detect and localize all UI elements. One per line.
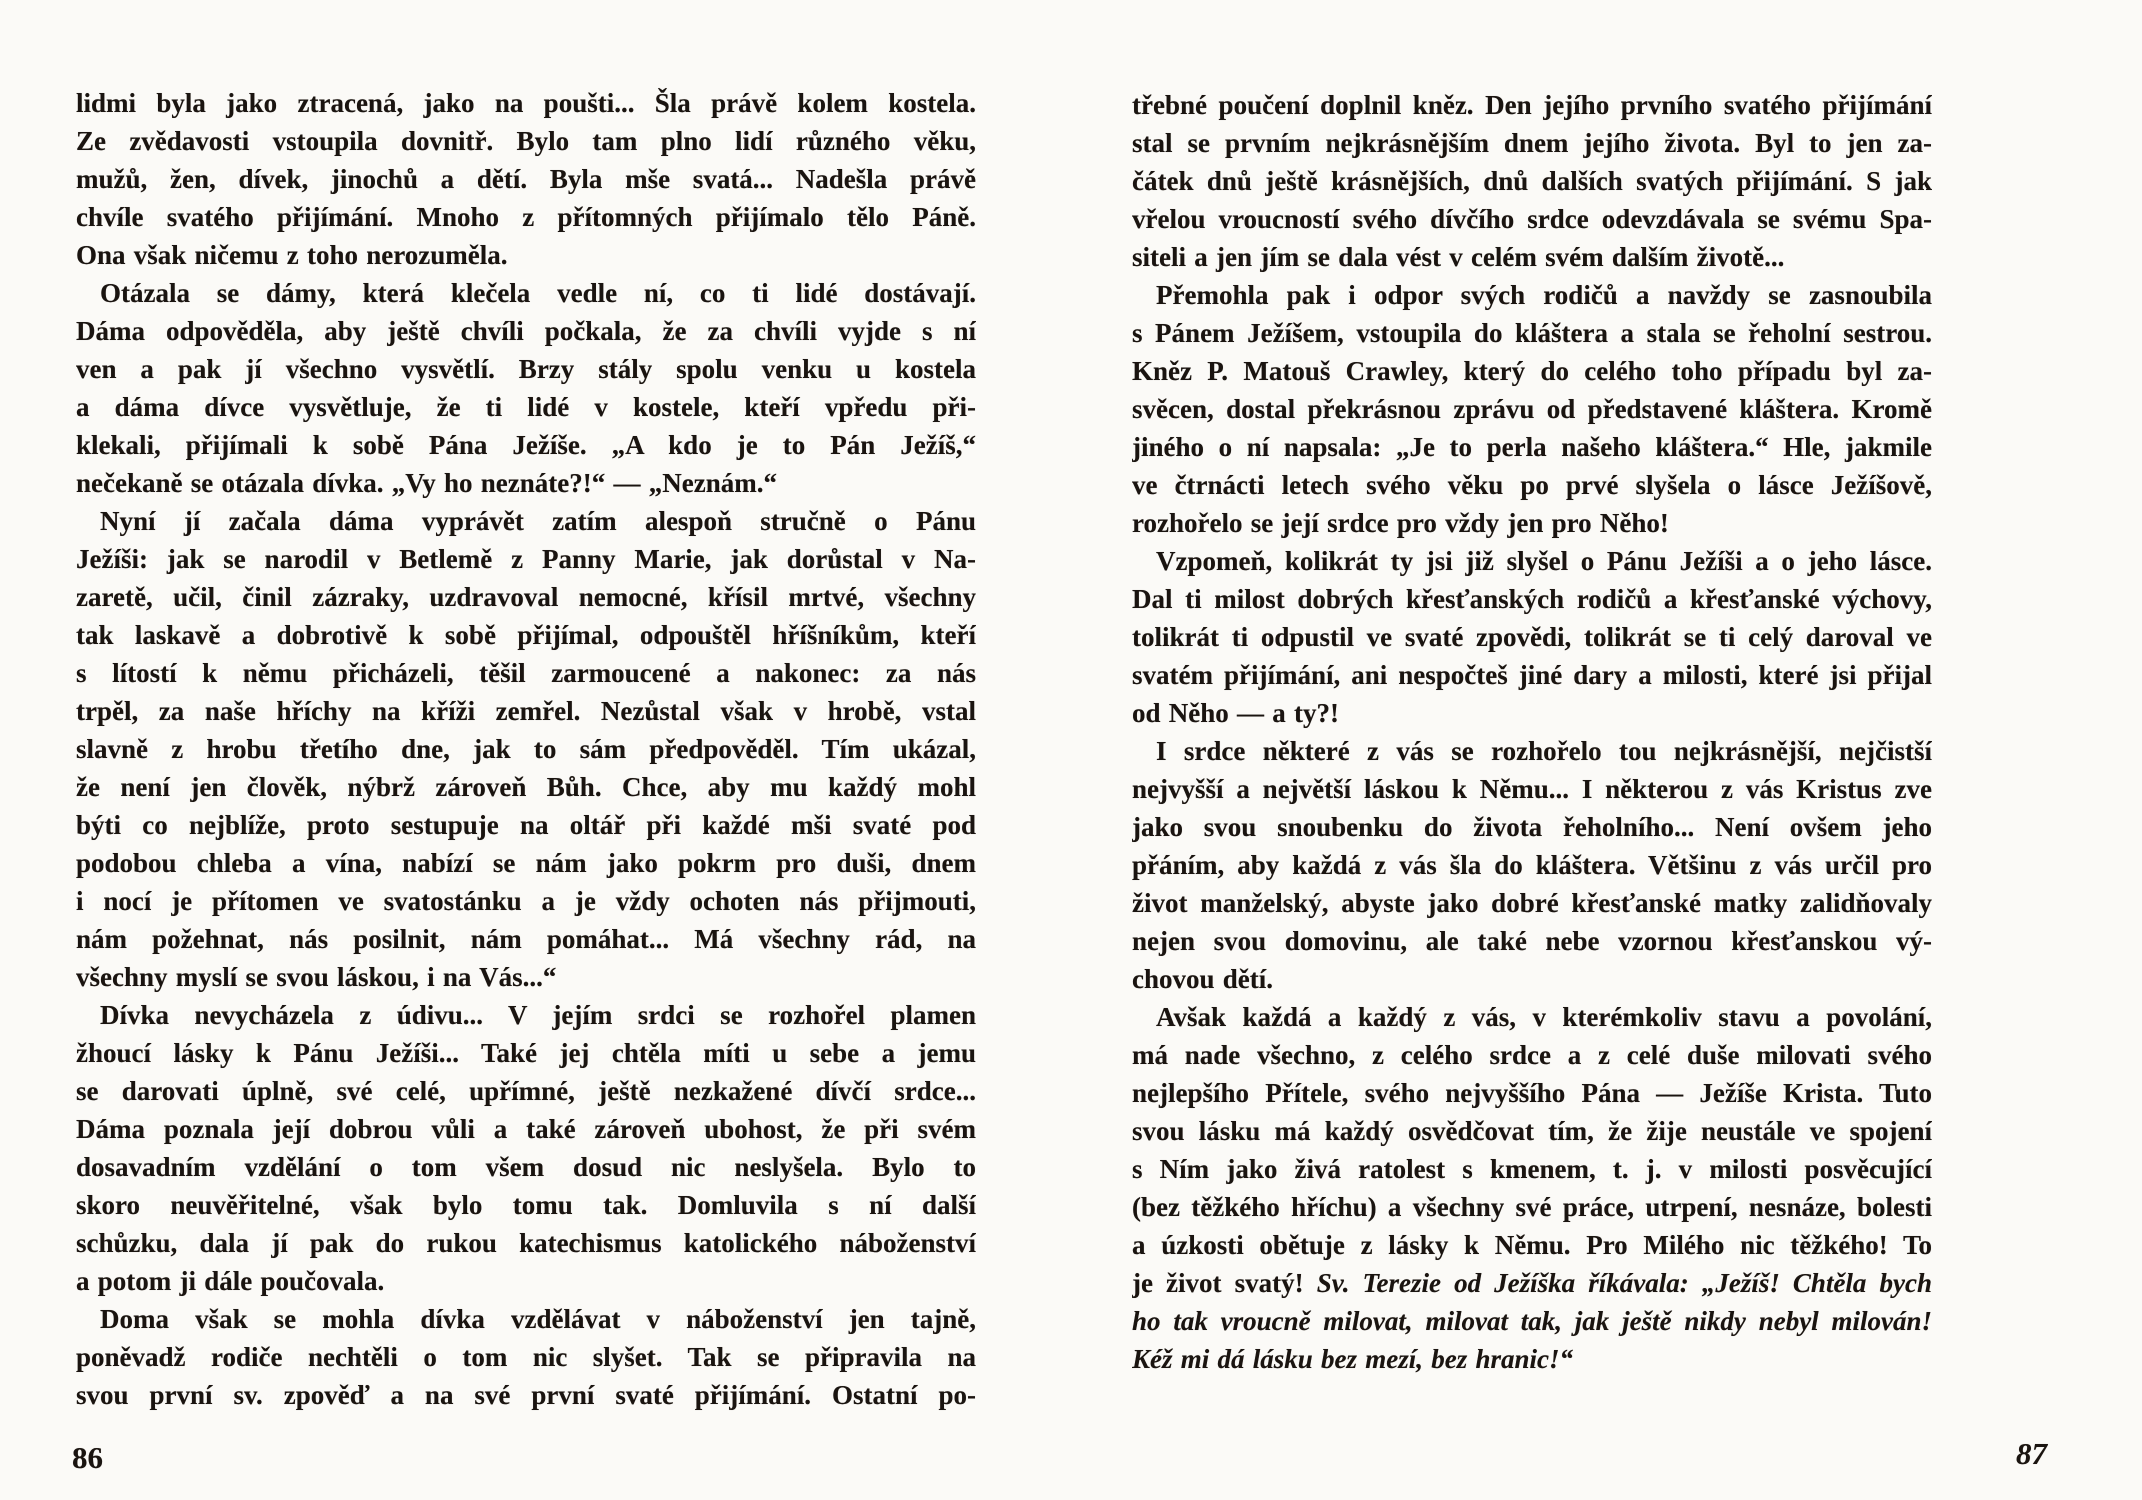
text-segment: stal se prvním nejkrásnějším dnem jejího života. Byl to jen za- (1132, 128, 1932, 158)
text-line (76, 844, 976, 882)
text-segment: svou první sv. zpověď a na své první svaté přijímání. Ostatní po- (76, 1380, 976, 1410)
text-line (76, 312, 976, 350)
text-line (1132, 1150, 1932, 1188)
text-segment: má nade všechno, z celého srdce a z celé duše milovati svého (1132, 1040, 1932, 1070)
text-line (76, 730, 976, 768)
text-line (76, 1186, 976, 1224)
text-line (1132, 808, 1932, 846)
text-segment: vřelou vroucností svého dívčího srdce odevzdávala se svému Spa- (1132, 204, 1932, 234)
text-segment: s Pánem Ježíšem, vstoupila do kláštera a stala se řeholní sestrou. (1132, 318, 1932, 348)
text-segment: přáním, aby každá z vás šla do kláštera. Většinu z vás určil pro (1132, 850, 1932, 880)
text-line (1132, 1264, 1932, 1302)
text-line (1132, 1074, 1932, 1112)
text-line (76, 464, 976, 502)
text-segment: tolikrát ti odpustil ve svaté zpovědi, tolikrát se ti celý daroval ve (1132, 622, 1932, 652)
text-segment: Dívka nevycházela z údivu... V jejím srdci se rozhořel plamen (100, 1000, 976, 1030)
text-segment: I srdce některé z vás se rozhořelo tou nejkrásnější, nejčistší (1156, 736, 1932, 766)
text-segment: ve čtrnácti letech svého věku po prvé slyšela o lásce Ježíšově, (1132, 470, 1932, 500)
text-line (1132, 960, 1932, 998)
text-line (76, 654, 976, 692)
text-segment: rozhořelo se její srdce pro vždy jen pro Něho! (1132, 508, 1669, 538)
text-segment: ven a pak jí všechno vysvětlí. Brzy stály spolu venku u kostela (76, 354, 976, 384)
italic-text-segment: Sv. Terezie od Ježíška říkávala: „Ježíš! Chtěla bych (1316, 1268, 1932, 1298)
text-segment: chovou dětí. (1132, 964, 1274, 994)
text-segment: zaretě, učil, činil zázraky, uzdravoval nemocné, křísil mrtvé, všechny (76, 582, 976, 612)
text-line (1132, 580, 1932, 618)
text-line (1132, 656, 1932, 694)
text-segment: mužů, žen, dívek, jinochů a dětí. Byla mše svatá... Nadešla právě (76, 164, 976, 194)
text-line (1132, 1112, 1932, 1150)
text-column-right (1132, 86, 1932, 1378)
text-line (76, 350, 976, 388)
text-segment: býti co nejblíže, proto sestupuje na oltář při každé mši svaté pod (76, 810, 976, 840)
text-line (1132, 466, 1932, 504)
text-segment: klekali, přijímali k sobě Pána Ježíše. „A kdo je to Pán Ježíš,“ (76, 430, 976, 460)
text-line (76, 616, 976, 654)
text-segment: Doma však se mohla dívka vzdělávat v náboženství jen tajně, (100, 1304, 976, 1334)
text-line (1132, 1340, 1932, 1378)
text-segment: se darovati úplně, své celé, upřímné, ještě nezkažené dívčí srdce... (76, 1076, 976, 1106)
text-line (1132, 314, 1932, 352)
text-segment: Dáma poznala její dobrou vůli a také zároveň ubohost, že při svém (76, 1114, 976, 1144)
text-line (1132, 1188, 1932, 1226)
text-segment: nám požehnat, nás posilnit, nám pomáhat... Má všechny rád, na (76, 924, 976, 954)
text-line (1132, 542, 1932, 580)
text-segment: Kněz P. Matouš Crawley, který do celého toho případu byl za- (1132, 356, 1932, 386)
text-segment: od Něho — a ty?! (1132, 698, 1339, 728)
text-line (1132, 694, 1932, 732)
text-line (1132, 86, 1932, 124)
text-segment: chvíle svatého přijímání. Mnoho z přítomných přijímalo tělo Páně. (76, 202, 976, 232)
text-segment: trpěl, za naše hříchy na kříži zemřel. Nezůstal však v hrobě, vstal (76, 696, 976, 726)
text-segment: a úzkosti obětuje z lásky k Němu. Pro Milého nic těžkého! To (1132, 1230, 1932, 1260)
text-line (76, 122, 976, 160)
text-segment: Dáma odpověděla, aby ještě chvíli počkala, že za chvíli vyjde s ní (76, 316, 976, 346)
text-line (1132, 352, 1932, 390)
text-segment: nečekaně se otázala dívka. „Vy ho neznáte?!“ — „Neznám.“ (76, 468, 777, 498)
text-segment: svěcen, dostal překrásnou zprávu od představené kláštera. Kromě (1132, 394, 1932, 424)
text-segment: tak laskavě a dobrotivě k sobě přijímal, odpouštěl hříšníkům, kteří (76, 620, 976, 650)
text-line (76, 1376, 976, 1414)
text-line (76, 1034, 976, 1072)
text-line (76, 806, 976, 844)
text-line (76, 958, 976, 996)
text-segment: nejen svou domovinu, ale také nebe vzornou křesťanskou vý- (1132, 926, 1932, 956)
text-segment: je život svatý! (1132, 1268, 1317, 1298)
text-segment: a potom ji dále poučovala. (76, 1266, 385, 1296)
text-line (76, 502, 976, 540)
page-number-right: 87 (2016, 1436, 2047, 1471)
text-line (76, 1072, 976, 1110)
text-segment: Vzpomeň, kolikrát ty jsi již slyšel o Pánu Ježíši a o jeho lásce. (1156, 546, 1932, 576)
text-line (1132, 618, 1932, 656)
text-line (76, 1338, 976, 1376)
text-line (1132, 238, 1932, 276)
page-number-left: 86 (72, 1440, 103, 1475)
text-segment: Avšak každá a každý z vás, v kterémkoliv stavu a povolání, (1156, 1002, 1932, 1032)
text-line (76, 578, 976, 616)
text-line (1132, 428, 1932, 466)
text-segment: nejvyšší a největší láskou k Němu... I některou z vás Kristus zve (1132, 774, 1932, 804)
text-segment: čátek dnů ještě krásnějších, dnů dalších svatých přijímání. S jak (1132, 166, 1932, 196)
text-segment: svatém přijímání, ani nespočteš jiné dary a milosti, které jsi přijal (1132, 660, 1932, 690)
text-line (1132, 884, 1932, 922)
text-line (1132, 504, 1932, 542)
text-segment: Ze zvědavosti vstoupila dovnitř. Bylo tam plno lidí různého věku, (76, 126, 976, 156)
text-line (1132, 124, 1932, 162)
text-segment: s lítostí k němu přicházeli, těšil zarmoucené a nakonec: za nás (76, 658, 976, 688)
text-segment: dosavadním vzdělání o tom všem dosud nic neslyšela. Bylo to (76, 1152, 976, 1182)
text-segment: ho tak vroucně milovat, milovat tak, jak ještě nikdy nebyl milován! (1132, 1306, 1932, 1336)
text-segment: siteli a jen jím se dala vést v celém svém dalším životě... (1132, 242, 1785, 272)
text-segment: jako svou snoubenku do života řeholního... Není ovšem jeho (1132, 812, 1932, 842)
text-line (1132, 732, 1932, 770)
text-line (1132, 998, 1932, 1036)
text-line (76, 426, 976, 464)
text-segment: poněvadž rodiče nechtěli o tom nic slyšet. Tak se připravila na (76, 1342, 976, 1372)
text-segment: lidmi byla jako ztracená, jako na poušti... Šla právě kolem kostela. (76, 88, 976, 118)
text-line (1132, 390, 1932, 428)
text-line (1132, 770, 1932, 808)
text-line (1132, 276, 1932, 314)
text-line (76, 920, 976, 958)
text-segment: Přemohla pak i odpor svých rodičů a navždy se zasnoubila (1156, 280, 1932, 310)
text-line (76, 388, 976, 426)
text-segment: skoro neuvěřitelné, však bylo tomu tak. Domluvila s ní další (76, 1190, 976, 1220)
text-segment: nejlepšího Přítele, svého nejvyššího Pána — Ježíše Krista. Tuto (1132, 1078, 1932, 1108)
text-line (1132, 1302, 1932, 1340)
text-segment: i nocí je přítomen ve svatostánku a je vždy ochoten nás přijmouti, (76, 886, 976, 916)
text-line (1132, 922, 1932, 960)
text-segment: slavně z hrobu třetího dne, jak to sám předpověděl. Tím ukázal, (76, 734, 976, 764)
text-line (76, 540, 976, 578)
text-segment: žhoucí lásky k Pánu Ježíši... Také jej chtěla míti u sebe a jemu (76, 1038, 976, 1068)
text-line (76, 768, 976, 806)
text-line (76, 236, 976, 274)
text-line (76, 692, 976, 730)
text-line (76, 160, 976, 198)
text-segment: Ježíši: jak se narodil v Betlemě z Panny Marie, jak dorůstal v Na- (76, 544, 976, 574)
text-segment: s Ním jako živá ratolest s kmenem, t. j. v milosti posvěcující (1132, 1154, 1932, 1184)
text-line (76, 274, 976, 312)
text-segment: a dáma dívce vysvětluje, že ti lidé v kostele, kteří vpředu při- (76, 392, 976, 422)
text-segment: jiného o ní napsala: „Je to perla našeho kláštera.“ Hle, jakmile (1132, 432, 1932, 462)
text-segment: že není jen člověk, nýbrž zároveň Bůh. Chce, aby mu každý mohl (76, 772, 976, 802)
text-column-left (76, 84, 976, 1414)
text-segment: třebné poučení doplnil kněz. Den jejího prvního svatého přijímání (1132, 90, 1932, 120)
text-line (1132, 1036, 1932, 1074)
text-segment: Kéž mi dá lásku bez mezí, bez hranic!“ (1132, 1344, 1574, 1374)
text-line (76, 1224, 976, 1262)
text-line (1132, 200, 1932, 238)
text-line (76, 84, 976, 122)
text-line (76, 882, 976, 920)
text-segment: (bez těžkého hříchu) a všechny své práce, utrpení, nesnáze, bolesti (1132, 1192, 1932, 1222)
text-line (76, 1262, 976, 1300)
text-segment: život manželský, abyste jako dobré křesťanské matky zalidňovaly (1132, 888, 1932, 918)
text-segment: podobou chleba a vína, nabízí se nám jako pokrm pro duši, dnem (76, 848, 976, 878)
text-line (76, 996, 976, 1034)
text-line (76, 1110, 976, 1148)
text-line (1132, 162, 1932, 200)
text-line (76, 1300, 976, 1338)
text-segment: svou lásku má každý osvědčovat tím, že žije neustále ve spojení (1132, 1116, 1932, 1146)
text-segment: schůzku, dala jí pak do rukou katechismus katolického náboženství (76, 1228, 976, 1258)
text-line (1132, 1226, 1932, 1264)
text-segment: Nyní jí začala dáma vyprávět zatím alespoň stručně o Pánu (100, 506, 976, 536)
text-segment: všechny myslí se svou láskou, i na Vás...“ (76, 962, 557, 992)
text-line (1132, 846, 1932, 884)
text-segment: Dal ti milost dobrých křesťanských rodičů a křesťanské výchovy, (1132, 584, 1932, 614)
text-segment: Ona však ničemu z toho nerozuměla. (76, 240, 508, 270)
text-line (76, 1148, 976, 1186)
text-segment: Otázala se dámy, která klečela vedle ní, co ti lidé dostávají. (100, 278, 976, 308)
text-line (76, 198, 976, 236)
